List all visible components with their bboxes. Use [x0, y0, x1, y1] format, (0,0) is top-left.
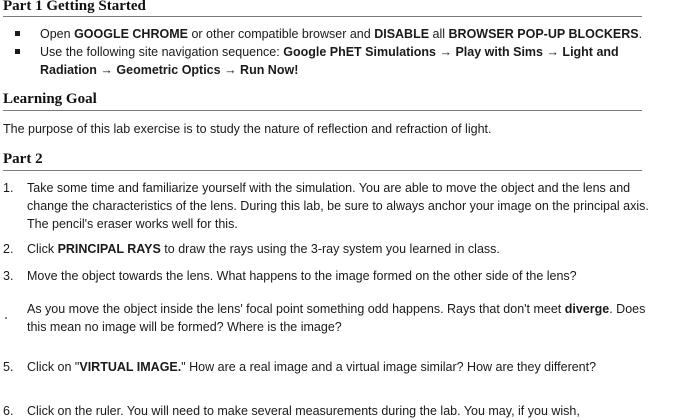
navigation-sequence: Google PhET Simulations → Play with Sims → Light and Radiation → Geometric Optics → Run Now! [40, 45, 619, 77]
item-number: 3. [3, 269, 14, 283]
square-bullet-icon [15, 49, 20, 54]
bullet-text: all [429, 27, 449, 41]
learning-goal-divider [3, 110, 642, 111]
item-text: " How are a real image and a virtual image similar? How are they different? [181, 360, 597, 374]
item-text: Move the object towards the lens. What happens to the image formed on the other side of the lens? [27, 269, 577, 283]
bullet-text: Open [40, 27, 75, 41]
learning-goal-text: The purpose of this lab exercise is to study the nature of reflection and refraction of light. [3, 122, 492, 136]
part1-bullet-list [0, 25, 660, 79]
bullet-bold-text: DISABLE [374, 27, 430, 41]
numbered-item-1 [0, 179, 660, 233]
bullet-text: or other compatible browser and [187, 27, 375, 41]
learning-goal-heading: Learning Goal [3, 91, 97, 107]
bullet-item-navigation [0, 43, 660, 79]
bullet-bold-text: BROWSER POP-UP BLOCKERS [448, 27, 639, 41]
item-bold-text: diverge [564, 302, 610, 316]
square-bullet-icon [15, 31, 20, 36]
item-number: 6. [3, 404, 14, 418]
numbered-item-3 [0, 267, 660, 285]
numbered-item-5 [0, 358, 660, 376]
bullet-text: . [638, 27, 643, 41]
item-number: 5. [3, 360, 14, 374]
bullet-bold-text: GOOGLE CHROME [74, 27, 188, 41]
item-number: 2. [3, 242, 14, 256]
item-text: . Does this mean no image will be formed? Where is the image? [27, 302, 646, 334]
part2-heading: Part 2 [3, 151, 43, 167]
item-number: 1. [3, 181, 14, 195]
part2-divider [3, 170, 642, 171]
numbered-item-4-text [27, 300, 657, 336]
numbered-item-6 [0, 402, 660, 420]
item-text: Click on the ruler. You will need to make several measurements during the lab. You may, if you wish, [27, 404, 580, 418]
item-bold-text: PRINCIPAL RAYS [57, 242, 161, 256]
part1-divider [3, 16, 642, 17]
item-bold-text: VIRTUAL IMAGE. [79, 360, 182, 374]
stray-mark [5, 317, 7, 319]
item-text: to draw the rays using the 3-ray system you learned in class. [160, 242, 500, 256]
bullet-item-browser [0, 25, 660, 43]
numbered-item-2 [0, 240, 660, 258]
item-text: Click [27, 242, 58, 256]
item-text: Click on " [27, 360, 80, 374]
bullet-text: Use the following site navigation sequence: [40, 45, 284, 59]
part1-heading: Part 1 Getting Started [3, 0, 146, 14]
item-text: Take some time and familiarize yourself with the simulation. You are able to move the object and the lens and change the characteristics of the lens. During this lab, be sure to always anchor your image on the principal axis. The pencil's eraser works well for this. [27, 181, 649, 231]
item-text: As you move the object inside the lens' focal point something odd happens. Rays that don't meet [27, 302, 565, 316]
